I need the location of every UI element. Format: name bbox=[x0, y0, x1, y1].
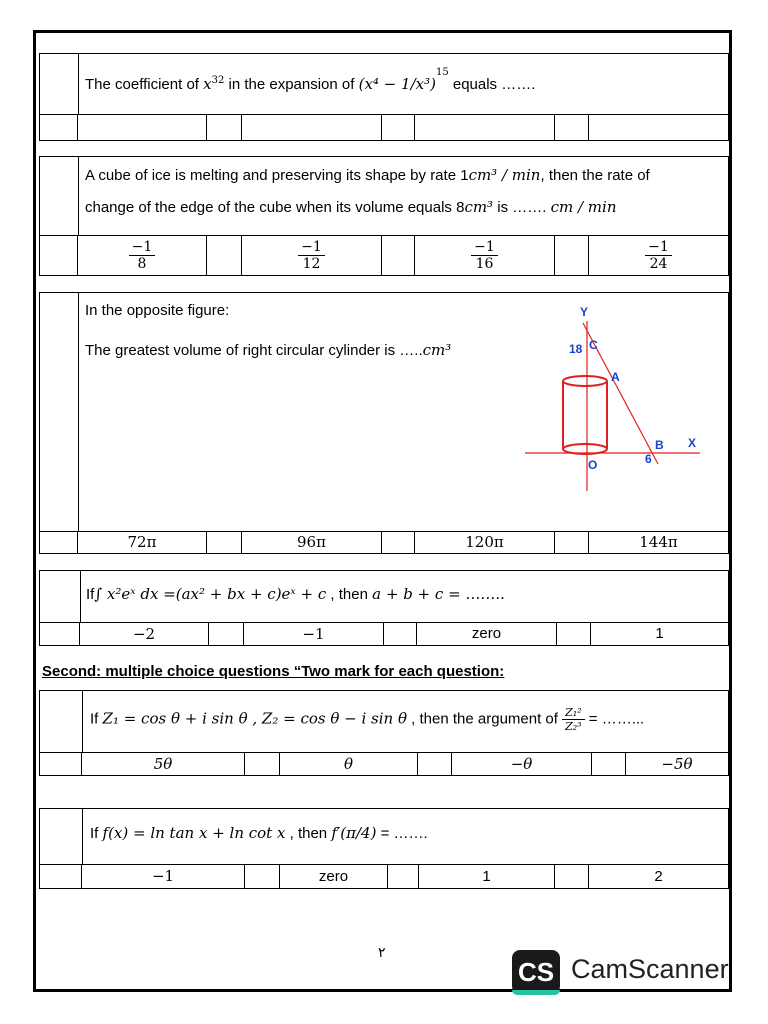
q4-answer-a[interactable]: −2 bbox=[80, 622, 209, 645]
q6-answer-a[interactable]: −1 bbox=[82, 864, 245, 888]
camscanner-logo-icon: CS bbox=[512, 950, 560, 994]
y-label: Y bbox=[580, 305, 589, 319]
question-3-line-1: In the opposite figure: bbox=[85, 302, 230, 319]
question-1-text: The coefficient of $x^{32}$ in the expansion of $(x^4 - 1/x^3)^{15}$ equals ……. bbox=[85, 67, 536, 93]
q2-answer-d[interactable]: $\frac{-1}{24}$ bbox=[589, 235, 728, 275]
question-4 bbox=[39, 570, 729, 646]
q5-answer-b[interactable]: θ bbox=[280, 752, 418, 775]
question-6 bbox=[39, 808, 729, 889]
question-1 bbox=[39, 53, 729, 141]
camscanner-wordmark: CamScanner bbox=[571, 954, 729, 984]
question-4-text: If∫ x²eˣ dx =(ax² + bx + c)eˣ + c , then a + b + c = …….. bbox=[86, 585, 505, 603]
cylinder bbox=[563, 376, 607, 454]
a-label: A bbox=[611, 370, 620, 384]
q5-answer-a[interactable]: 5θ bbox=[82, 752, 245, 775]
q2-answer-a[interactable]: $\frac{-1}{8}$ bbox=[78, 235, 207, 275]
question-3 bbox=[39, 292, 729, 554]
q2-answer-b[interactable]: $\frac{-1}{12}$ bbox=[242, 235, 382, 275]
question-6-text: If f(x) = ln tan x + ln cot x , then f′(π/4) = ……. bbox=[90, 824, 428, 842]
q6-answer-d[interactable]: 2 bbox=[654, 867, 663, 885]
question-2-line-2: change of the edge of the cube when its volume equals 8cm³ is ……. cm / min bbox=[85, 198, 617, 216]
q3-answer-d[interactable]: 144π bbox=[639, 533, 678, 551]
question-3-line-2: The greatest volume of right circular cylinder is …..cm³ bbox=[85, 341, 452, 359]
q1-answer-b[interactable] bbox=[242, 114, 382, 140]
q1-answer-d[interactable] bbox=[589, 114, 728, 140]
question-5-text: If Z₁ = cos θ + i sin θ , Z₂ = cos θ − i sin θ , then the argument of $\frac{\text{Z₁²}}{\text{Z₂³}}$ = ……... bbox=[90, 706, 645, 733]
q3-answer-a[interactable]: 72π bbox=[78, 531, 207, 553]
q1-answer-c[interactable] bbox=[415, 114, 555, 140]
q5-answer-c[interactable]: −θ bbox=[452, 752, 592, 775]
q3-answer-c[interactable]: 120π bbox=[415, 531, 555, 553]
c-value: 18 bbox=[569, 342, 583, 356]
o-label: O bbox=[588, 458, 598, 472]
question-5 bbox=[39, 690, 729, 776]
logo-accent bbox=[512, 990, 560, 995]
page-number: ٢ bbox=[378, 944, 386, 960]
q6-answer-c[interactable]: 1 bbox=[419, 864, 555, 888]
question-2-line-1: A cube of ice is melting and preserving its shape by rate 1cm³ / min, then the rate of bbox=[85, 166, 650, 184]
x-label: X bbox=[688, 436, 697, 450]
q1-answer-a[interactable] bbox=[78, 114, 207, 140]
q3-answer-b[interactable]: 96π bbox=[242, 531, 382, 553]
c-label: C bbox=[589, 338, 598, 352]
cylinder-figure bbox=[525, 301, 705, 491]
q4-answer-d[interactable]: 1 bbox=[655, 625, 664, 642]
section-heading: Second: multiple choice questions “Two mark for each question: bbox=[42, 663, 505, 680]
b-value: 6 bbox=[645, 452, 652, 466]
question-2 bbox=[39, 156, 729, 276]
q2-answer-c[interactable]: $\frac{-1}{16}$ bbox=[415, 235, 555, 275]
q5-answer-d[interactable]: −5θ bbox=[661, 754, 693, 773]
b-label: B bbox=[655, 438, 664, 452]
q4-answer-b[interactable]: −1 bbox=[244, 622, 384, 645]
q6-answer-b[interactable]: zero bbox=[280, 864, 388, 888]
q4-answer-c[interactable]: zero bbox=[417, 622, 557, 645]
